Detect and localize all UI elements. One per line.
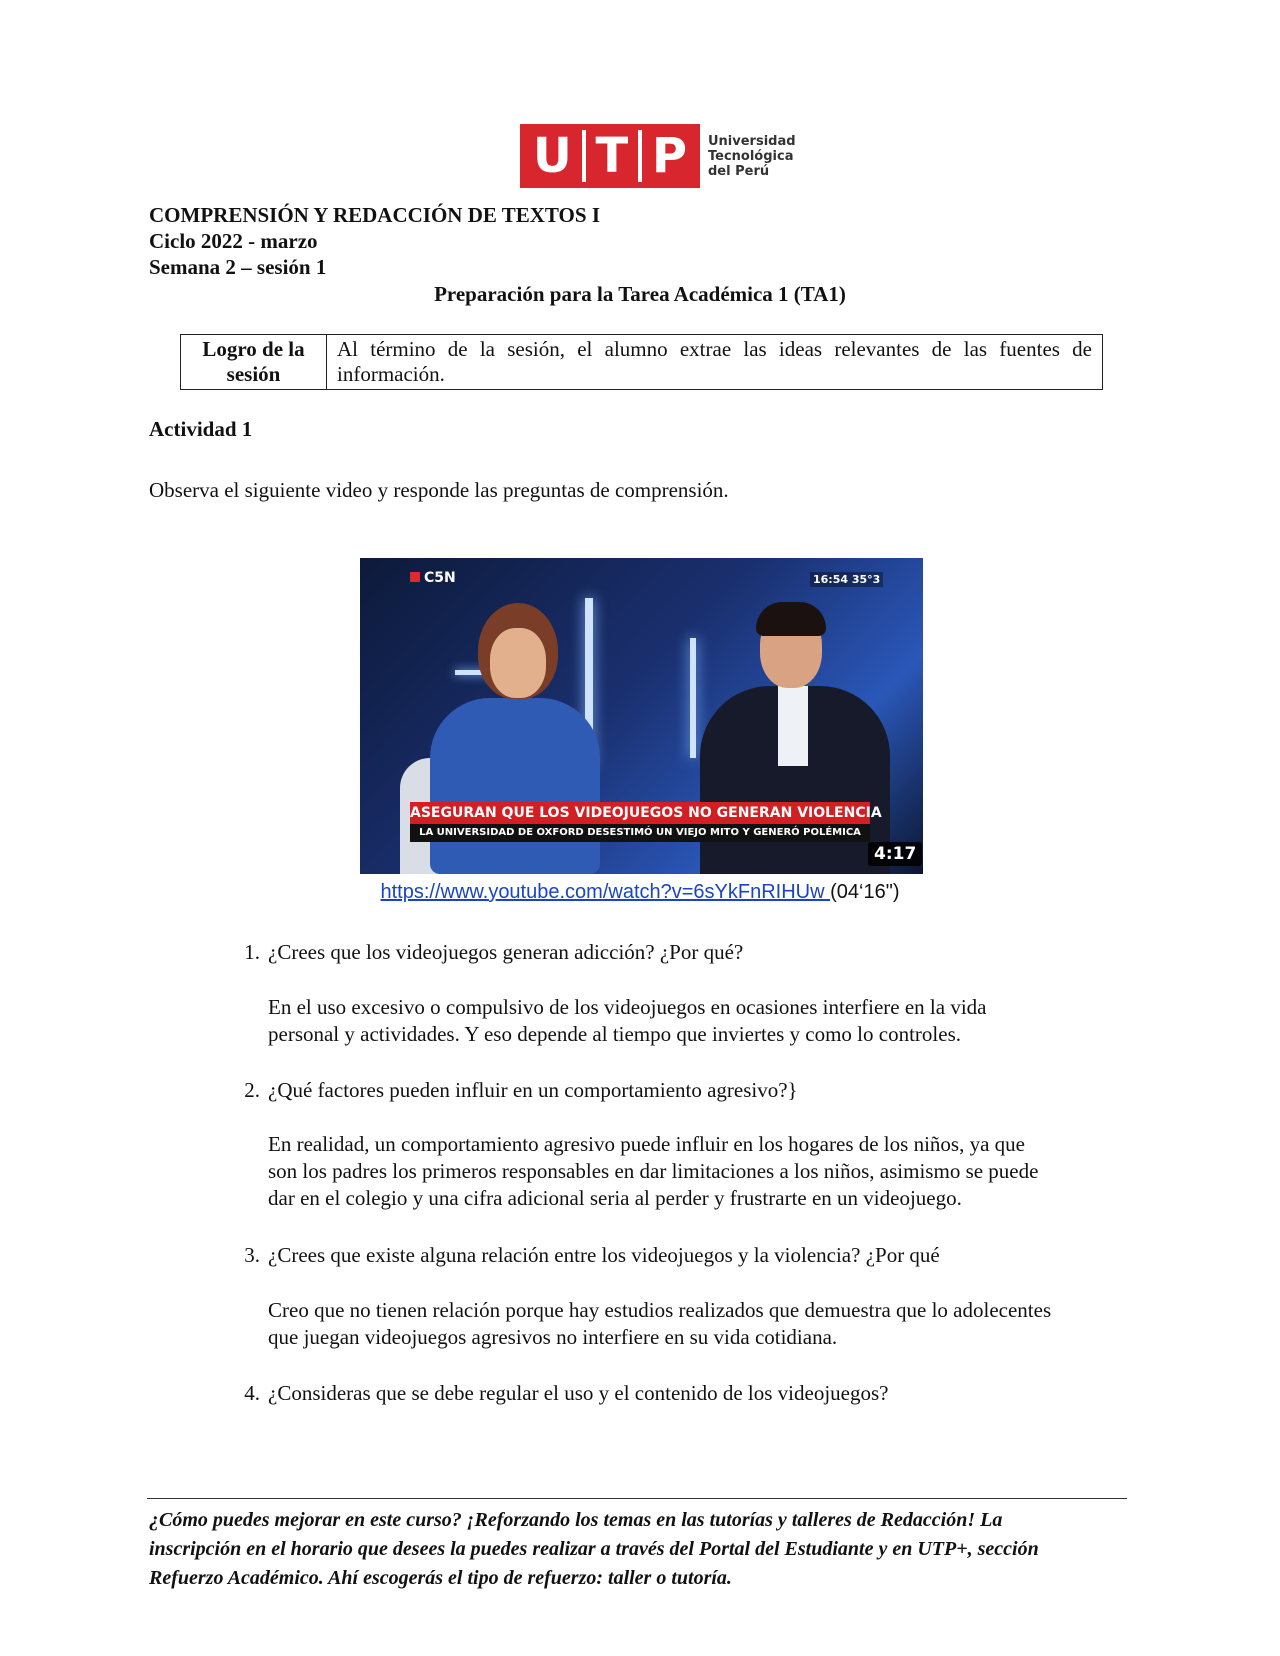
page-title: Preparación para la Tarea Académica 1 (TA1) <box>434 282 846 306</box>
channel-logo <box>410 570 456 586</box>
channel-name: C5N <box>424 570 456 586</box>
presenter-left-body <box>430 698 600 874</box>
utp-logo <box>520 124 796 188</box>
logo-letter-p: P <box>651 128 688 184</box>
question-text: ¿Qué factores pueden influir en un comportamiento agresivo?} <box>268 1078 798 1102</box>
footer-note <box>149 1506 1134 1593</box>
answer-line: En realidad, un comportamiento agresivo puede influir en los hogares de los niños, ya que <box>268 1132 1025 1156</box>
logo-text-line: Tecnológica <box>708 148 794 164</box>
logo-text-line: del Perú <box>708 163 770 179</box>
footer-divider <box>147 1498 1127 1499</box>
question-text: ¿Crees que los videojuegos generan adicción? ¿Por qué? <box>268 940 744 964</box>
answer-line: En el uso excesivo o compulsivo de los videojuegos en ocasiones interfiere en la vida <box>268 995 987 1019</box>
broadcast-clock: 16:54 35°3 <box>810 572 883 587</box>
presenter-right-hair <box>756 602 826 636</box>
question-text: ¿Consideras que se debe regular el uso y el contenido de los videojuegos? <box>268 1381 889 1405</box>
answer-text <box>268 1131 1128 1212</box>
footer-line: ¿Cómo puedes mejorar en este curso? ¡Reforzando los temas en las tutorías y talleres de Redacción! La <box>149 1509 1003 1531</box>
channel-logo-icon <box>410 572 420 582</box>
question-number: 2. <box>244 1078 260 1102</box>
footer-line: inscripción en el horario que desees la puedes realizar a través del Portal del Estudiante y en UTP+, sección <box>149 1538 1039 1560</box>
question-number: 4. <box>244 1381 260 1405</box>
presenter-left-face <box>490 628 546 698</box>
achievement-text: Al término de la sesión, el alumno extrae las ideas relevantes de las fuentes de información. <box>327 335 1103 390</box>
achievement-label: Logro de la sesión <box>181 335 327 390</box>
video-link[interactable]: https://www.youtube.com/watch?v=6sYkFnRIHUw <box>380 881 831 903</box>
answer-line: que juegan videojuegos agresivos no interfiere en su vida cotidiana. <box>268 1325 838 1349</box>
logo-letter-t: T <box>595 128 629 184</box>
news-subheadline-banner: LA UNIVERSIDAD DE OXFORD DESESTIMÓ UN VIEJO MITO Y GENERÓ POLÉMICA <box>410 824 870 842</box>
question-number: 1. <box>244 940 260 964</box>
question-text: ¿Crees que existe alguna relación entre los videojuegos y la violencia? ¿Por qué <box>268 1243 940 1267</box>
activity-title: Actividad 1 <box>149 417 253 441</box>
news-headline-banner: ASEGURAN QUE LOS VIDEOJUEGOS NO GENERAN VIOLENCIA <box>410 802 870 824</box>
logo-separator <box>582 130 586 182</box>
table-row <box>181 335 1103 390</box>
course-title: COMPRENSIÓN Y REDACCIÓN DE TEXTOS I <box>149 203 600 227</box>
utp-logo-mark <box>520 124 700 188</box>
studio-light <box>690 638 696 758</box>
video-duration-note: (04‘16") <box>830 881 900 903</box>
answer-line: personal y actividades. Y eso depende al tiempo que inviertes y como lo controles. <box>268 1022 961 1046</box>
activity-instruction: Observa el siguiente video y responde las preguntas de comprensión. <box>149 478 729 502</box>
video-duration-badge: 4:17 <box>868 842 922 866</box>
video-thumbnail[interactable] <box>360 558 923 874</box>
answer-text <box>268 1297 1128 1351</box>
achievement-table <box>180 334 1103 390</box>
logo-separator <box>638 130 642 182</box>
presenter-right-shirt <box>778 686 808 766</box>
video-link-line <box>0 881 1280 904</box>
answer-line: Creo que no tienen relación porque hay estudios realizados que demuestra que lo adolecentes <box>268 1298 1052 1322</box>
footer-line: Refuerzo Académico. Ahí escogerás el tipo de refuerzo: taller o tutoría. <box>149 1567 732 1589</box>
answer-text <box>268 994 1128 1048</box>
cycle-label: Ciclo 2022 - marzo <box>149 229 318 253</box>
question-number: 3. <box>244 1243 260 1267</box>
logo-letter-u: U <box>532 128 572 184</box>
answer-line: dar en el colegio y una cifra adicional seria al perder y frustrarte en un videojuego. <box>268 1186 962 1210</box>
answer-line: son los padres los primeros responsables en dar limitaciones a los niños, asimismo se puede <box>268 1159 1039 1183</box>
week-label: Semana 2 – sesión 1 <box>149 255 327 279</box>
logo-wordmark <box>708 134 796 179</box>
logo-text-line: Universidad <box>708 133 796 149</box>
